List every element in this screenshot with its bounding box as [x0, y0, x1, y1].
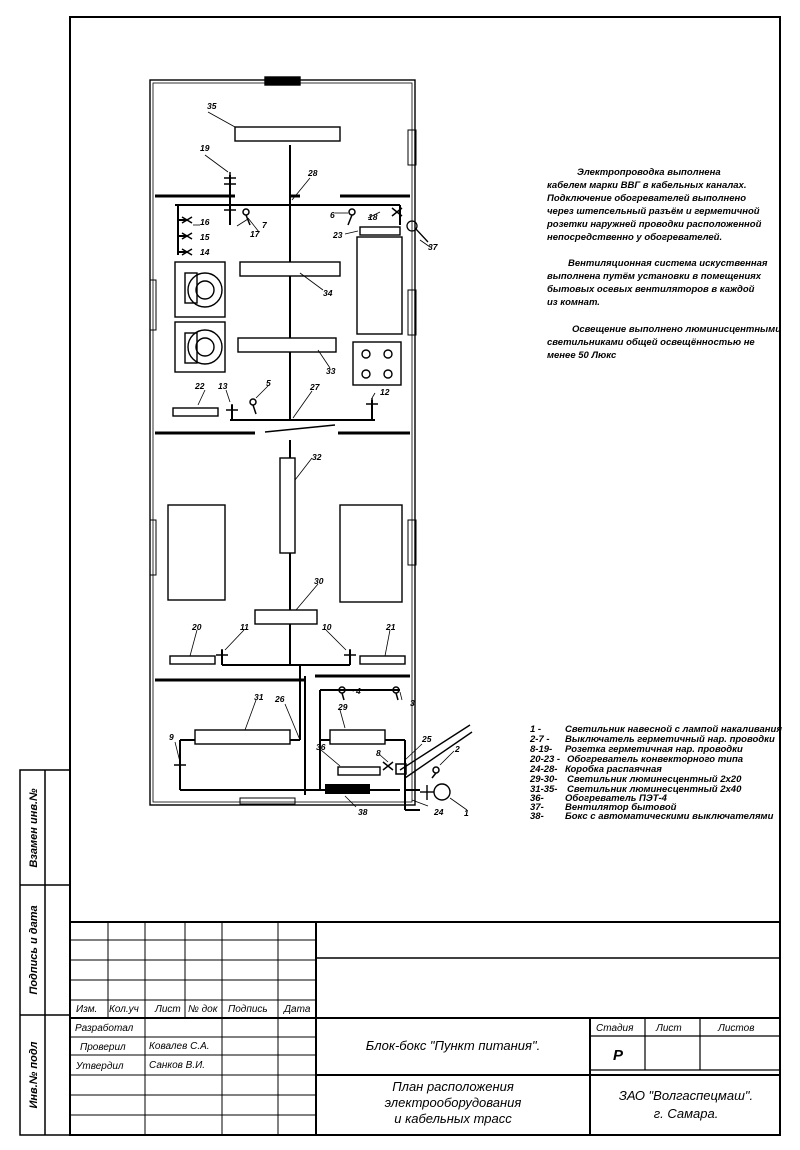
tb-title-line-3: и кабельных трасс — [394, 1111, 512, 1126]
note-1-line-2: кабелем марки ВВГ в кабельных каналах. — [547, 180, 747, 191]
label-15: 15 — [200, 232, 210, 242]
label-11: 11 — [240, 622, 249, 632]
label-36: 36 — [316, 742, 326, 752]
label-31: 31 — [254, 692, 264, 702]
legend-key-7: 31-35- — [530, 784, 558, 795]
tb-header-date: Дата — [284, 1004, 311, 1015]
note-1-line-4: через штепсельный разъём и герметичной — [547, 206, 760, 217]
legend-text-1: Светильник навесной с лампой накаливания — [565, 724, 782, 735]
label-7: 7 — [262, 220, 267, 230]
label-5: 5 — [266, 378, 271, 388]
tb-role-developer: Разработал — [75, 1023, 134, 1034]
label-9: 9 — [169, 732, 174, 742]
label-10: 10 — [322, 622, 332, 632]
legend-text-6: Светильник люминесцентный 2х20 — [567, 774, 742, 785]
legend-key-2: 2-7 - — [530, 734, 550, 745]
tb-role-checker: Проверил — [80, 1042, 126, 1053]
side-label-inventory: Инв.№ подл — [28, 1041, 40, 1109]
label-19: 19 — [200, 143, 210, 153]
legend-key-10: 38- — [530, 811, 544, 822]
luminaire-32 — [280, 458, 295, 553]
tb-city: г. Самара. — [653, 1106, 719, 1121]
label-3: 3 — [410, 698, 415, 708]
tb-role-approver: Утвердил — [76, 1061, 124, 1072]
tb-header-count: Кол.уч — [109, 1004, 139, 1015]
label-30: 30 — [314, 576, 324, 586]
legend-text-10: Бокс с автоматическими выключателями — [565, 811, 774, 822]
label-16: 16 — [200, 217, 210, 227]
legend — [529, 724, 782, 822]
label-29: 29 — [338, 702, 348, 712]
note-2-line-3: бытовых осевых вентиляторов в каждой — [547, 284, 755, 295]
tb-sheet-header: Лист — [656, 1023, 682, 1034]
note-1-line-3: Подключение обогревателей выполнено — [547, 193, 747, 204]
fan-37 — [407, 221, 428, 242]
tb-project: Блок-бокс "Пункт питания". — [365, 1038, 541, 1053]
label-1: 1 — [464, 808, 469, 818]
label-23: 23 — [333, 230, 343, 240]
note-2-line-2: выполнена путём установки в помещениях — [547, 271, 762, 282]
label-18: 18 — [368, 212, 378, 222]
legend-key-4: 20-23 - — [530, 754, 561, 765]
note-2-line-4: из комнат. — [547, 297, 600, 308]
heater-23 — [360, 227, 400, 235]
label-28: 28 — [308, 168, 318, 178]
luminaire-35 — [235, 127, 340, 141]
label-38: 38 — [358, 807, 368, 817]
tb-stage-value: Р — [612, 1047, 624, 1064]
legend-key-6: 29-30- — [530, 774, 558, 785]
tb-header-change: Изм. — [76, 1004, 98, 1015]
label-14: 14 — [200, 247, 210, 257]
luminaire-31 — [195, 730, 290, 744]
legend-text-8: Обогреватель ПЭТ-4 — [565, 793, 667, 804]
legend-key-9: 37- — [530, 802, 544, 813]
note-3-line-1: Освещение выполнено люминисцентными — [572, 324, 781, 335]
legend-key-8: 36- — [530, 793, 544, 804]
cable-routes — [175, 145, 420, 810]
legend-key-5: 24-28- — [530, 764, 558, 775]
tb-name-approver: Санков В.И. — [149, 1060, 206, 1071]
tb-header-sheet: Лист — [155, 1004, 181, 1015]
label-35: 35 — [207, 101, 217, 111]
note-1-line-5: розетки наружней проводки расположенной — [547, 219, 762, 230]
note-1-line-1: Электропроводка выполнена — [577, 167, 721, 178]
label-8: 8 — [376, 748, 381, 758]
tb-header-signature: Подпись — [228, 1004, 268, 1015]
label-32: 32 — [312, 452, 322, 462]
tb-sheets-header: Листов — [718, 1023, 755, 1034]
label-33: 33 — [326, 366, 336, 376]
luminaire-29 — [330, 730, 385, 744]
label-17: 17 — [250, 229, 260, 239]
legend-text-5: Коробка распаячная — [565, 764, 662, 775]
legend-key-1: 1 - — [530, 724, 542, 735]
breaker-box-38 — [325, 784, 370, 794]
outdoor-lamp-1 — [400, 725, 472, 800]
side-label-replace: Взамен инв.№ — [28, 788, 40, 868]
note-1-line-6: непосредственно у обогревателей. — [547, 232, 723, 243]
label-21: 21 — [386, 622, 396, 632]
label-26: 26 — [275, 694, 285, 704]
heater-21 — [360, 656, 405, 664]
label-12: 12 — [380, 387, 390, 397]
note-3-line-3: менее 50 Люкс — [547, 350, 617, 361]
heater-22 — [173, 408, 218, 416]
note-2-line-1: Вентиляционная система искуственная — [568, 258, 768, 269]
label-34: 34 — [323, 288, 333, 298]
tb-title-line-2: электрооборудования — [384, 1095, 522, 1110]
note-3-line-2: светильниками общей освещённостью не — [547, 337, 755, 348]
label-13: 13 — [218, 381, 228, 391]
luminaire-33 — [238, 338, 336, 352]
legend-text-4: Обогреватель конвекторного типа — [567, 754, 744, 765]
luminaire-34 — [240, 262, 340, 276]
tb-company: ЗАО "Волгаспецмаш". — [618, 1088, 754, 1103]
label-27: 27 — [310, 382, 320, 392]
label-25: 25 — [422, 734, 432, 744]
luminaire-30 — [255, 610, 317, 624]
tb-title-line-1: План расположения — [392, 1079, 514, 1094]
label-20: 20 — [192, 622, 202, 632]
label-37: 37 — [428, 242, 438, 252]
heater-20 — [170, 656, 215, 664]
legend-key-3: 8-19- — [530, 744, 553, 755]
label-22: 22 — [195, 381, 205, 391]
label-24: 24 — [434, 807, 444, 817]
legend-text-9: Вентилятор бытовой — [565, 802, 677, 813]
notes — [546, 167, 781, 361]
tb-stage-header: Стадия — [596, 1023, 634, 1034]
heater-36 — [338, 767, 380, 775]
legend-text-7: Светильник люминесцентный 2х40 — [567, 784, 742, 795]
side-label-signature: Подпись и дата — [28, 905, 40, 995]
label-4: 4 — [356, 686, 361, 696]
label-2: 2 — [455, 744, 460, 754]
tb-name-checker: Ковалев С.А. — [149, 1041, 210, 1052]
legend-text-3: Розетка герметичная нар. проводки — [565, 744, 743, 755]
label-6: 6 — [330, 210, 335, 220]
tb-header-doc: № док — [188, 1004, 218, 1015]
legend-text-2: Выключатель герметичный нар. проводки — [565, 734, 775, 745]
